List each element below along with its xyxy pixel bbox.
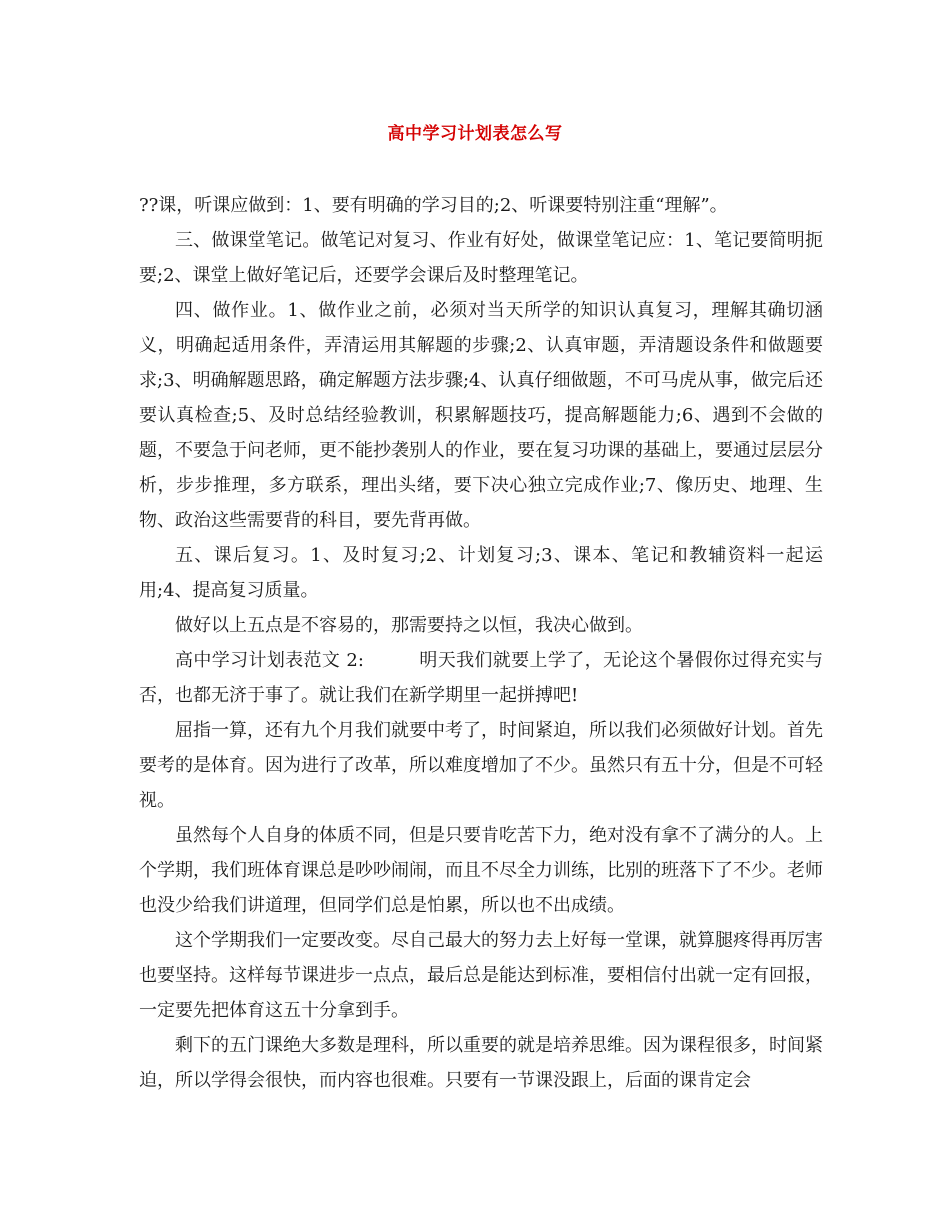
paragraph-class-notes: 三、做课堂笔记。做笔记对复习、作业有好处，做课堂笔记应：1、笔记要简明扼要;2、课堂上做好笔记后，还要学会课后及时整理笔记。 [139, 230, 823, 286]
document-body [139, 188, 823, 1098]
paragraph-countdown: 屈指一算，还有九个月我们就要中考了，时间紧迫，所以我们必须做好计划。首先要考的是体育。因为进行了改革，所以难度增加了不少。虽然只有五十分，但是不可轻视。 [139, 720, 823, 811]
paragraph-listening: ??课，听课应做到：1、要有明确的学习目的;2、听课要特别注重“理解”。 [139, 195, 728, 216]
paragraph-science: 剩下的五门课绝大多数是理科，所以重要的就是培养思维。因为课程很多，时间紧迫，所以学得会很快，而内容也很难。只要有一节课没跟上，后面的课肯定会 [139, 1035, 823, 1091]
page-title: 高中学习计划表怎么写 [387, 124, 563, 144]
paragraph-homework: 四、做作业。1、做作业之前，必须对当天所学的知识认真复习，理解其确切涵义，明确起适用条件，弄清运用其解题的步骤;2、认真审题，弄清题设条件和做题要求;3、明确解题思路，确定解题方法步骤;4、认真仔细做题，不可马虎从事，做完后还要认真检查;5、及时总结经验教训，积累解题技巧，提高解题能力;6、遇到不会做的题，不要急于问老师，更不能抄袭别人的作业，要在复习功课的基础上，要通过层层分析，步步推理，多方联系，理出头绪，要下决心独立完成作业;7、像历史、地理、生物、政治这些需要背的科目，要先背再做。 [139, 300, 823, 531]
paragraph-change: 这个学期我们一定要改变。尽自己最大的努力去上好每一堂课，就算腿疼得再厉害也要坚持。这样每节课进步一点点，最后总是能达到标准，要相信付出就一定有回报，一定要先把体育这五十分拿到手。 [139, 930, 823, 1021]
paragraph-physique: 虽然每个人自身的体质不同，但是只要肯吃苦下力，绝对没有拿不了满分的人。上个学期，我们班体育课总是吵吵闹闹，而且不尽全力训练，比别的班落下了不少。老师也没少给我们讲道理，但同学们总是怕累，所以也不出成绩。 [139, 825, 823, 916]
paragraph-sample-2: 高中学习计划表范文 2: 明天我们就要上学了，无论这个暑假你过得充实与否，也都无济于事了。就让我们在新学期里一起拼搏吧! [139, 650, 823, 706]
paragraph-resolution: 做好以上五点是不容易的，那需要持之以恒，我决心做到。 [175, 615, 643, 636]
paragraph-review: 五、课后复习。1、及时复习;2、计划复习;3、课本、笔记和教辅资料一起运用;4、提高复习质量。 [139, 545, 823, 601]
